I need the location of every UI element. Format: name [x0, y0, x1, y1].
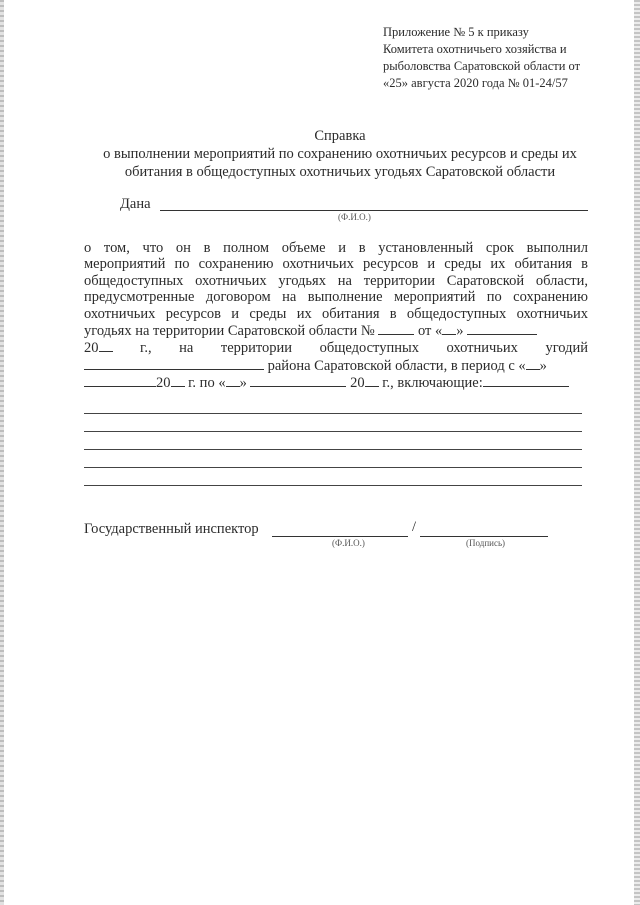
body-line-8: района Саратовской области, в период с « » [84, 357, 588, 374]
period-end-month-field[interactable] [250, 374, 346, 387]
inspector-label: Государственный инспектор [84, 521, 259, 537]
period-end-day-field[interactable] [226, 374, 240, 387]
annex-note [383, 24, 593, 92]
body-line-5: охотничьих ресурсов и среды их обитания в общедоступных охотничьих [84, 305, 588, 322]
activities-line-1[interactable] [84, 413, 582, 414]
annex-line-1: Приложение № 5 к приказу [383, 25, 529, 39]
annex-line-2: Комитета охотничьего хозяйства и [383, 42, 567, 56]
activities-line-2[interactable] [84, 431, 582, 432]
signature-separator: / [412, 519, 417, 535]
title-line-1: о выполнении мероприятий по сохранению охотничьих ресурсов и среды их [103, 146, 577, 162]
activities-field-inline[interactable] [483, 374, 569, 387]
body-line-2: мероприятий по сохранению охотничьих ресурсов и среды их обитания в [84, 256, 588, 273]
inspector-name-caption: (Ф.И.О.) [332, 538, 365, 548]
annex-line-3: рыболовства Саратовской области от [383, 59, 581, 73]
annex-line-4: «25» августа 2020 года № 01-24/57 [383, 76, 568, 90]
inspector-name-field[interactable] [272, 536, 408, 537]
period-start-day-field[interactable] [526, 357, 540, 370]
activities-line-4[interactable] [84, 467, 582, 468]
period-start-year-field[interactable] [171, 374, 185, 387]
issued-to-field[interactable] [160, 210, 588, 211]
body-text [84, 240, 588, 392]
inspector-signature-caption: (Подпись) [466, 538, 506, 548]
contract-year-field[interactable] [99, 339, 113, 352]
contract-month-field[interactable] [467, 322, 537, 335]
body-line-1: о том, что он в полном объеме и в установленный срок выполнил [84, 240, 588, 256]
title-line-2: обитания в общедоступных охотничьих угодьях Саратовской области [124, 164, 556, 180]
district-field[interactable] [84, 357, 264, 370]
period-start-month-field[interactable] [84, 374, 156, 387]
scan-edge-left [0, 0, 4, 905]
issued-label: Дана [120, 196, 151, 212]
issued-caption: (Ф.И.О.) [338, 212, 371, 222]
activities-line-3[interactable] [84, 449, 582, 450]
body-line-6: угодьях на территории Саратовской области № от « » [84, 322, 588, 339]
scan-edge-right [634, 0, 640, 905]
body-line-9: 20 г. по « » 20 г., включающие: [84, 374, 588, 391]
contract-number-field[interactable] [378, 322, 414, 335]
body-line-7: 20 г., на территории общедоступных охотничьих угодий [84, 340, 589, 357]
contract-day-field[interactable] [442, 322, 456, 335]
period-end-year-field[interactable] [365, 374, 379, 387]
body-line-3: общедоступных охотничьих угодьях на территории Саратовской области, [84, 272, 588, 289]
activities-line-5[interactable] [84, 485, 582, 486]
inspector-signature-field[interactable] [420, 536, 548, 537]
title-heading: Справка [314, 128, 366, 144]
body-line-4: предусмотренные договором на выполнение мероприятий по сохранению [84, 289, 588, 306]
document-title [60, 127, 620, 181]
